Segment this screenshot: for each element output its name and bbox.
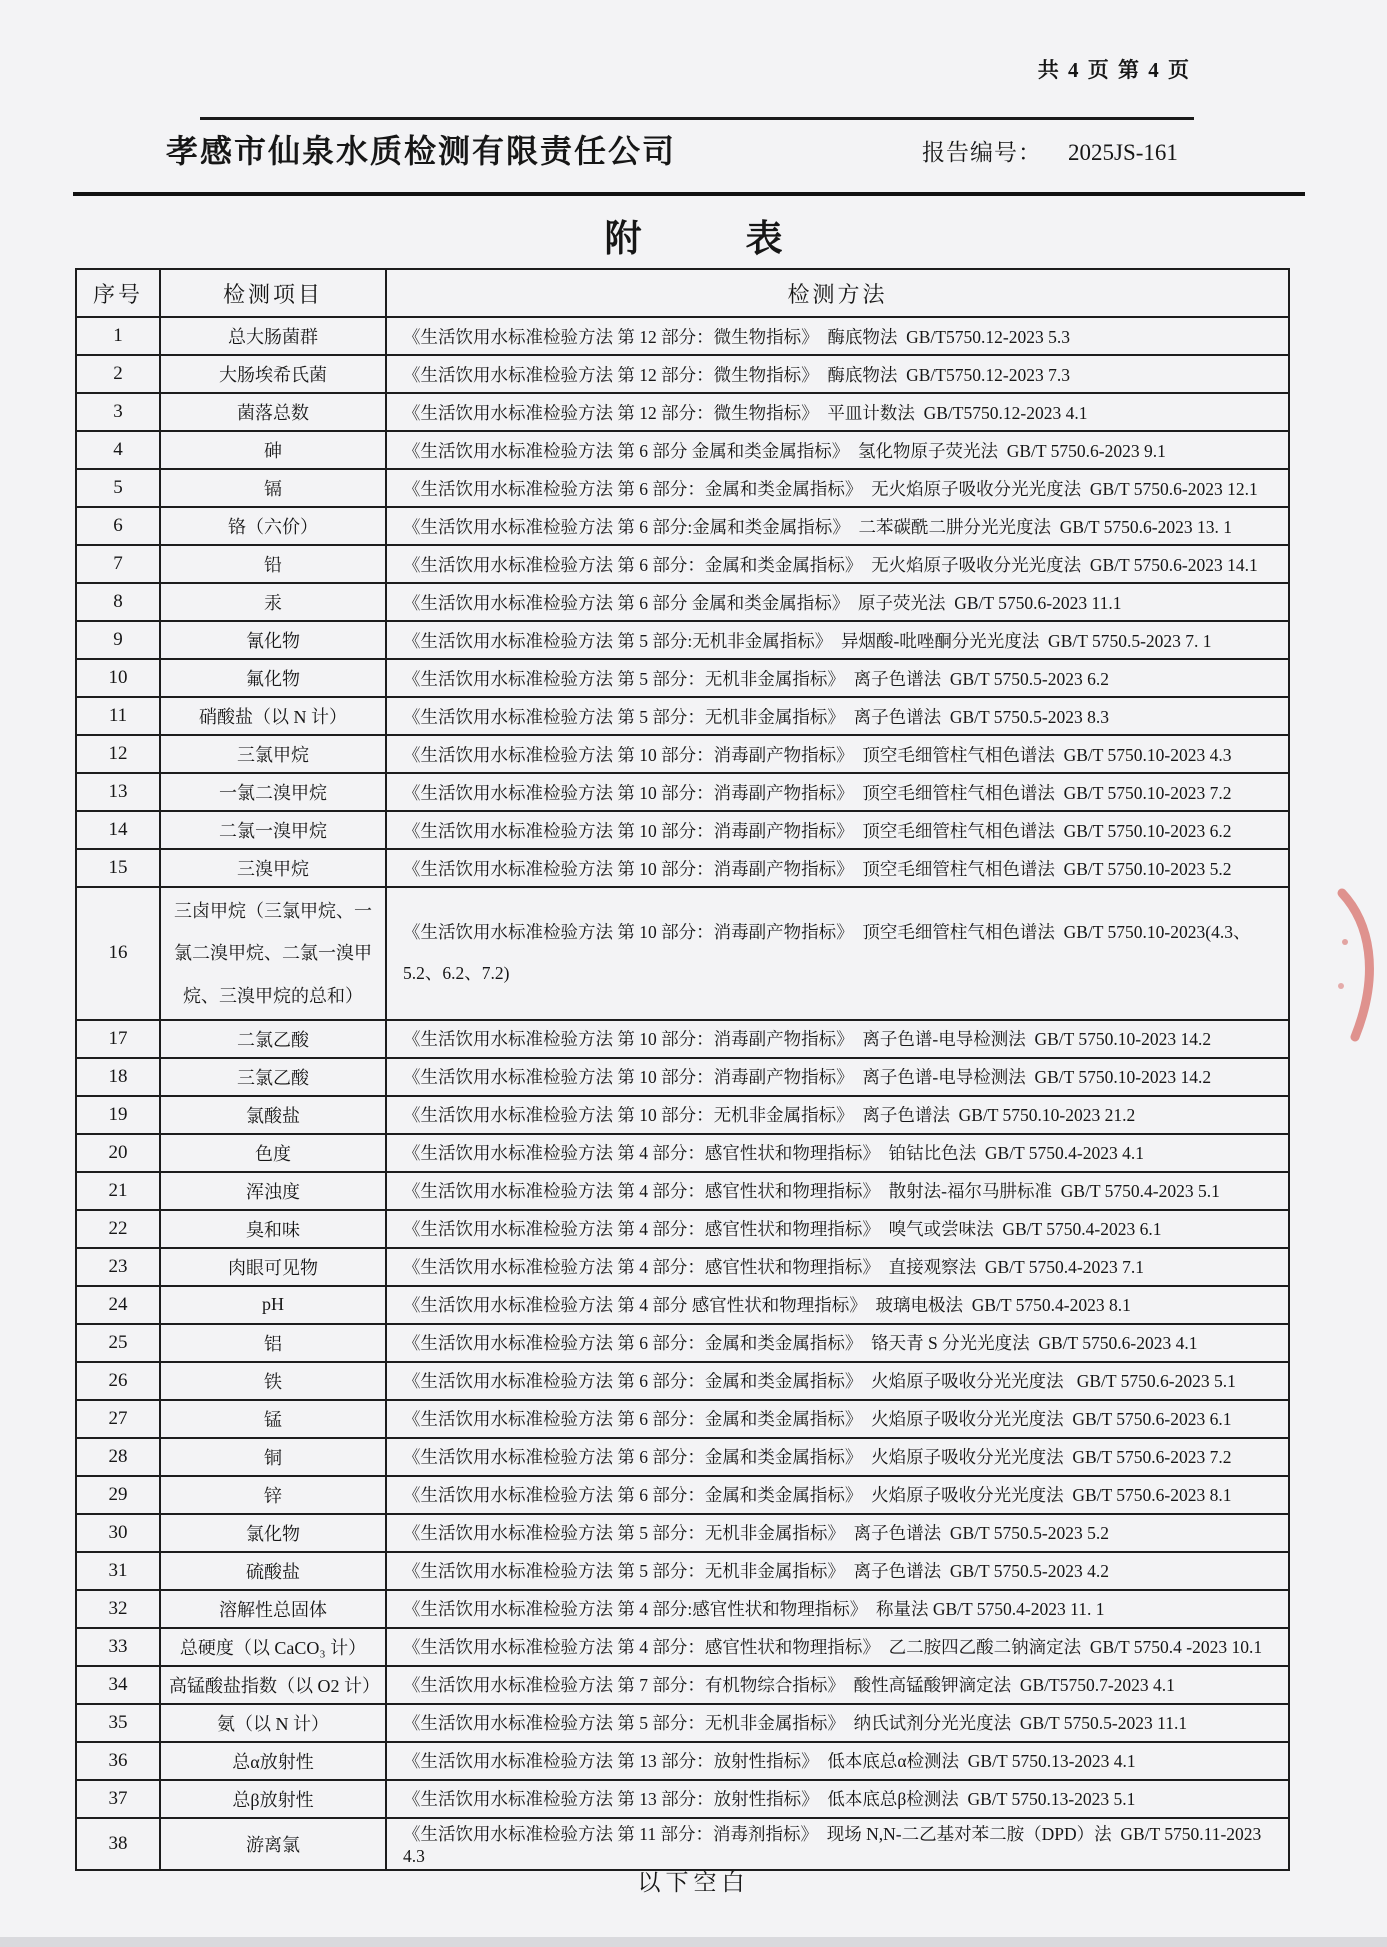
report-number-label: 报告编号： <box>922 140 1042 165</box>
methods-table <box>75 268 1290 1871</box>
table-row <box>76 1210 1289 1248</box>
table-row <box>76 1666 1289 1704</box>
test-item-cell: 氰化物 <box>160 621 386 659</box>
test-method-cell: 《生活饮用水标准检验方法 第 6 部分：金属和类金属指标》 火焰原子吸收分光光度法 GB/T 5750.6-2023 7.2 <box>386 1438 1289 1476</box>
row-index-cell: 12 <box>76 735 160 773</box>
row-index-cell: 10 <box>76 659 160 697</box>
test-item-cell: 一氯二溴甲烷 <box>160 773 386 811</box>
test-item-cell: 氯酸盐 <box>160 1096 386 1134</box>
row-index-cell: 26 <box>76 1362 160 1400</box>
table-row <box>76 1780 1289 1818</box>
row-index-cell: 15 <box>76 849 160 887</box>
table-row <box>76 1058 1289 1096</box>
row-index-cell: 8 <box>76 583 160 621</box>
column-header-method: 检测方法 <box>386 269 1289 317</box>
test-method-cell: 《生活饮用水标准检验方法 第 4 部分：感官性状和物理指标》 直接观察法 GB/T 5750.4-2023 7.1 <box>386 1248 1289 1286</box>
column-header-item: 检测项目 <box>160 269 386 317</box>
test-method-cell: 《生活饮用水标准检验方法 第 4 部分 感官性状和物理指标》 玻璃电极法 GB/T 5750.4-2023 8.1 <box>386 1286 1289 1324</box>
test-method-cell: 《生活饮用水标准检验方法 第 4 部分：感官性状和物理指标》 铂钴比色法 GB/T 5750.4-2023 4.1 <box>386 1134 1289 1172</box>
row-index-cell: 2 <box>76 355 160 393</box>
row-index-cell: 34 <box>76 1666 160 1704</box>
test-item-cell: 汞 <box>160 583 386 621</box>
table-row <box>76 811 1289 849</box>
table-row <box>76 1134 1289 1172</box>
row-index-cell: 24 <box>76 1286 160 1324</box>
row-index-cell: 23 <box>76 1248 160 1286</box>
test-item-cell: 三氯乙酸 <box>160 1058 386 1096</box>
table-row <box>76 1704 1289 1742</box>
report-number-value: 2025JS-161 <box>1068 140 1178 165</box>
test-item-cell: 肉眼可见物 <box>160 1248 386 1286</box>
row-index-cell: 20 <box>76 1134 160 1172</box>
test-item-cell: 浑浊度 <box>160 1172 386 1210</box>
row-index-cell: 7 <box>76 545 160 583</box>
test-item-cell: 总α放射性 <box>160 1742 386 1780</box>
table-row <box>76 355 1289 393</box>
table-row <box>76 1476 1289 1514</box>
row-index-cell: 13 <box>76 773 160 811</box>
company-name: 孝感市仙泉水质检测有限责任公司 <box>166 133 677 169</box>
row-index-cell: 4 <box>76 431 160 469</box>
row-index-cell: 14 <box>76 811 160 849</box>
test-method-cell: 《生活饮用水标准检验方法 第 5 部分：无机非金属指标》 离子色谱法 GB/T 5750.5-2023 8.3 <box>386 697 1289 735</box>
test-method-cell: 《生活饮用水标准检验方法 第 13 部分：放射性指标》 低本底总β检测法 GB/T 5750.13-2023 5.1 <box>386 1780 1289 1818</box>
table-row <box>76 469 1289 507</box>
row-index-cell: 27 <box>76 1400 160 1438</box>
test-item-cell: 臭和味 <box>160 1210 386 1248</box>
test-item-cell: 氟化物 <box>160 659 386 697</box>
test-item-cell: 二氯乙酸 <box>160 1020 386 1058</box>
test-item-cell: 总大肠菌群 <box>160 317 386 355</box>
table-row <box>76 887 1289 1020</box>
test-method-cell: 《生活饮用水标准检验方法 第 6 部分:金属和类金属指标》 二苯碳酰二肼分光光度法 GB/T 5750.6-2023 13. 1 <box>386 507 1289 545</box>
table-row <box>76 659 1289 697</box>
test-item-cell: 砷 <box>160 431 386 469</box>
test-item-cell: 铬（六价） <box>160 507 386 545</box>
test-method-cell: 《生活饮用水标准检验方法 第 10 部分：无机非金属指标》 离子色谱法 GB/T 5750.10-2023 21.2 <box>386 1096 1289 1134</box>
blank-below-note: 以下空白 <box>637 1870 750 1895</box>
table-row <box>76 1818 1289 1870</box>
test-method-cell: 《生活饮用水标准检验方法 第 5 部分：无机非金属指标》 离子色谱法 GB/T 5750.5-2023 6.2 <box>386 659 1289 697</box>
test-item-cell: 三溴甲烷 <box>160 849 386 887</box>
test-method-cell: 《生活饮用水标准检验方法 第 10 部分：消毒副产物指标》 顶空毛细管柱气相色谱法 GB/T 5750.10-2023 7.2 <box>386 773 1289 811</box>
table-header-row <box>76 269 1289 317</box>
scan-edge-strip <box>0 1937 1387 1947</box>
test-method-cell: 《生活饮用水标准检验方法 第 12 部分：微生物指标》 酶底物法 GB/T5750.12-2023 5.3 <box>386 317 1289 355</box>
row-index-cell: 6 <box>76 507 160 545</box>
test-method-cell: 《生活饮用水标准检验方法 第 5 部分：无机非金属指标》 离子色谱法 GB/T 5750.5-2023 4.2 <box>386 1552 1289 1590</box>
test-item-cell: 硫酸盐 <box>160 1552 386 1590</box>
page-title <box>0 208 1387 262</box>
test-method-cell: 《生活饮用水标准检验方法 第 10 部分：消毒副产物指标》 离子色谱-电导检测法 GB/T 5750.10-2023 14.2 <box>386 1020 1289 1058</box>
test-method-cell: 《生活饮用水标准检验方法 第 10 部分：消毒副产物指标》 顶空毛细管柱气相色谱法 GB/T 5750.10-2023 4.3 <box>386 735 1289 773</box>
table-row <box>76 1172 1289 1210</box>
table-row <box>76 1020 1289 1058</box>
row-index-cell: 17 <box>76 1020 160 1058</box>
table-row <box>76 1590 1289 1628</box>
test-method-cell: 《生活饮用水标准检验方法 第 5 部分：无机非金属指标》 离子色谱法 GB/T 5750.5-2023 5.2 <box>386 1514 1289 1552</box>
row-index-cell: 29 <box>76 1476 160 1514</box>
row-index-cell: 25 <box>76 1324 160 1362</box>
test-method-cell: 《生活饮用水标准检验方法 第 4 部分：感官性状和物理指标》 嗅气或尝味法 GB/T 5750.4-2023 6.1 <box>386 1210 1289 1248</box>
test-item-cell: 大肠埃希氏菌 <box>160 355 386 393</box>
test-item-cell: 氯化物 <box>160 1514 386 1552</box>
report-number <box>922 134 1178 167</box>
row-index-cell: 16 <box>76 887 160 1020</box>
test-item-cell: 二氯一溴甲烷 <box>160 811 386 849</box>
row-index-cell: 30 <box>76 1514 160 1552</box>
row-index-cell: 22 <box>76 1210 160 1248</box>
table-row <box>76 1362 1289 1400</box>
test-method-cell: 《生活饮用水标准检验方法 第 4 部分:感官性状和物理指标》 称量法 GB/T 5750.4-2023 11. 1 <box>386 1590 1289 1628</box>
table-row <box>76 1742 1289 1780</box>
test-method-cell: 《生活饮用水标准检验方法 第 12 部分：微生物指标》 平皿计数法 GB/T5750.12-2023 4.1 <box>386 393 1289 431</box>
table-row <box>76 583 1289 621</box>
table-row <box>76 1400 1289 1438</box>
table-row <box>76 1248 1289 1286</box>
test-item-cell: 总β放射性 <box>160 1780 386 1818</box>
test-item-cell: 三氯甲烷 <box>160 735 386 773</box>
test-item-cell: 铅 <box>160 545 386 583</box>
row-index-cell: 32 <box>76 1590 160 1628</box>
test-method-cell: 《生活饮用水标准检验方法 第 10 部分：消毒副产物指标》 顶空毛细管柱气相色谱法 GB/T 5750.10-2023 6.2 <box>386 811 1289 849</box>
row-index-cell: 3 <box>76 393 160 431</box>
page-number: 共 4 页 第 4 页 <box>1037 58 1191 82</box>
table-row <box>76 735 1289 773</box>
test-item-cell: 镉 <box>160 469 386 507</box>
test-method-cell: 《生活饮用水标准检验方法 第 6 部分：金属和类金属指标》 火焰原子吸收分光光度法 GB/T 5750.6-2023 5.1 <box>386 1362 1289 1400</box>
test-item-cell: 锰 <box>160 1400 386 1438</box>
table-row <box>76 1438 1289 1476</box>
table-row <box>76 545 1289 583</box>
test-method-cell: 《生活饮用水标准检验方法 第 6 部分：金属和类金属指标》 无火焰原子吸收分光光度法 GB/T 5750.6-2023 12.1 <box>386 469 1289 507</box>
test-item-cell: 氨（以 N 计） <box>160 1704 386 1742</box>
table-row <box>76 621 1289 659</box>
test-method-cell: 《生活饮用水标准检验方法 第 4 部分：感官性状和物理指标》 乙二胺四乙酸二钠滴定法 GB/T 5750.4 -2023 10.1 <box>386 1628 1289 1666</box>
test-item-cell: pH <box>160 1286 386 1324</box>
row-index-cell: 21 <box>76 1172 160 1210</box>
row-index-cell: 28 <box>76 1438 160 1476</box>
page-title-char-2: 表 <box>745 219 783 260</box>
row-index-cell: 36 <box>76 1742 160 1780</box>
test-item-cell: 菌落总数 <box>160 393 386 431</box>
test-method-cell: 《生活饮用水标准检验方法 第 5 部分:无机非金属指标》 异烟酸-吡唑酮分光光度法 GB/T 5750.5-2023 7. 1 <box>386 621 1289 659</box>
test-method-cell: 《生活饮用水标准检验方法 第 5 部分：无机非金属指标》 纳氏试剂分光光度法 GB/T 5750.5-2023 11.1 <box>386 1704 1289 1742</box>
row-index-cell: 1 <box>76 317 160 355</box>
test-method-cell: 《生活饮用水标准检验方法 第 7 部分：有机物综合指标》 酸性高锰酸钾滴定法 GB/T5750.7-2023 4.1 <box>386 1666 1289 1704</box>
table-row <box>76 317 1289 355</box>
test-method-cell: 《生活饮用水标准检验方法 第 4 部分：感官性状和物理指标》 散射法-福尔马肼标准 GB/T 5750.4-2023 5.1 <box>386 1172 1289 1210</box>
table-row <box>76 773 1289 811</box>
table-row <box>76 393 1289 431</box>
test-method-cell: 《生活饮用水标准检验方法 第 10 部分：消毒副产物指标》 顶空毛细管柱气相色谱法 GB/T 5750.10-2023 5.2 <box>386 849 1289 887</box>
test-item-cell: 铜 <box>160 1438 386 1476</box>
table-row <box>76 849 1289 887</box>
column-header-no: 序号 <box>76 269 160 317</box>
test-item-cell: 铁 <box>160 1362 386 1400</box>
row-index-cell: 19 <box>76 1096 160 1134</box>
test-method-cell: 《生活饮用水标准检验方法 第 10 部分：消毒副产物指标》 离子色谱-电导检测法 GB/T 5750.10-2023 14.2 <box>386 1058 1289 1096</box>
table-row <box>76 1628 1289 1666</box>
test-item-cell: 色度 <box>160 1134 386 1172</box>
test-method-cell: 《生活饮用水标准检验方法 第 6 部分：金属和类金属指标》 无火焰原子吸收分光光度法 GB/T 5750.6-2023 14.1 <box>386 545 1289 583</box>
test-item-cell: 硝酸盐（以 N 计） <box>160 697 386 735</box>
row-index-cell: 5 <box>76 469 160 507</box>
table-row <box>76 1286 1289 1324</box>
test-method-cell: 《生活饮用水标准检验方法 第 11 部分：消毒剂指标》 现场 N,N-二乙基对苯二胺（DPD）法 GB/T 5750.11-2023 4.3 <box>386 1818 1289 1870</box>
test-item-cell: 总硬度（以 CaCO₃ 计） <box>160 1628 386 1666</box>
test-method-cell: 《生活饮用水标准检验方法 第 13 部分：放射性指标》 低本底总α检测法 GB/T 5750.13-2023 4.1 <box>386 1742 1289 1780</box>
test-item-cell: 溶解性总固体 <box>160 1590 386 1628</box>
row-index-cell: 33 <box>76 1628 160 1666</box>
table-row <box>76 507 1289 545</box>
test-item-cell: 游离氯 <box>160 1818 386 1870</box>
test-method-cell: 《生活饮用水标准检验方法 第 6 部分 金属和类金属指标》 原子荧光法 GB/T 5750.6-2023 11.1 <box>386 583 1289 621</box>
test-method-cell: 《生活饮用水标准检验方法 第 10 部分：消毒副产物指标》 顶空毛细管柱气相色谱法 GB/T 5750.10-2023(4.3、5.2、6.2、7.2) <box>386 887 1289 1020</box>
table-row <box>76 697 1289 735</box>
row-index-cell: 37 <box>76 1780 160 1818</box>
table-row <box>76 1514 1289 1552</box>
page-title-char-1: 附 <box>604 219 642 260</box>
test-method-cell: 《生活饮用水标准检验方法 第 6 部分：金属和类金属指标》 火焰原子吸收分光光度法 GB/T 5750.6-2023 6.1 <box>386 1400 1289 1438</box>
test-item-cell: 三卤甲烷（三氯甲烷、一氯二溴甲烷、二氯一溴甲烷、三溴甲烷的总和） <box>160 887 386 1020</box>
header-rule-thin <box>200 117 1194 120</box>
row-index-cell: 35 <box>76 1704 160 1742</box>
table-row <box>76 1552 1289 1590</box>
test-item-cell: 铝 <box>160 1324 386 1362</box>
row-index-cell: 31 <box>76 1552 160 1590</box>
test-item-cell: 高锰酸盐指数（以 O2 计） <box>160 1666 386 1704</box>
test-item-cell: 锌 <box>160 1476 386 1514</box>
row-index-cell: 11 <box>76 697 160 735</box>
test-method-cell: 《生活饮用水标准检验方法 第 6 部分：金属和类金属指标》 铬天青 S 分光光度法 GB/T 5750.6-2023 4.1 <box>386 1324 1289 1362</box>
table-row <box>76 1324 1289 1362</box>
test-method-cell: 《生活饮用水标准检验方法 第 6 部分：金属和类金属指标》 火焰原子吸收分光光度法 GB/T 5750.6-2023 8.1 <box>386 1476 1289 1514</box>
test-method-cell: 《生活饮用水标准检验方法 第 12 部分：微生物指标》 酶底物法 GB/T5750.12-2023 7.3 <box>386 355 1289 393</box>
row-index-cell: 38 <box>76 1818 160 1870</box>
header-rule-thick <box>73 192 1305 196</box>
test-method-cell: 《生活饮用水标准检验方法 第 6 部分 金属和类金属指标》 氢化物原子荧光法 GB/T 5750.6-2023 9.1 <box>386 431 1289 469</box>
table-row <box>76 1096 1289 1134</box>
table-row <box>76 431 1289 469</box>
row-index-cell: 9 <box>76 621 160 659</box>
row-index-cell: 18 <box>76 1058 160 1096</box>
